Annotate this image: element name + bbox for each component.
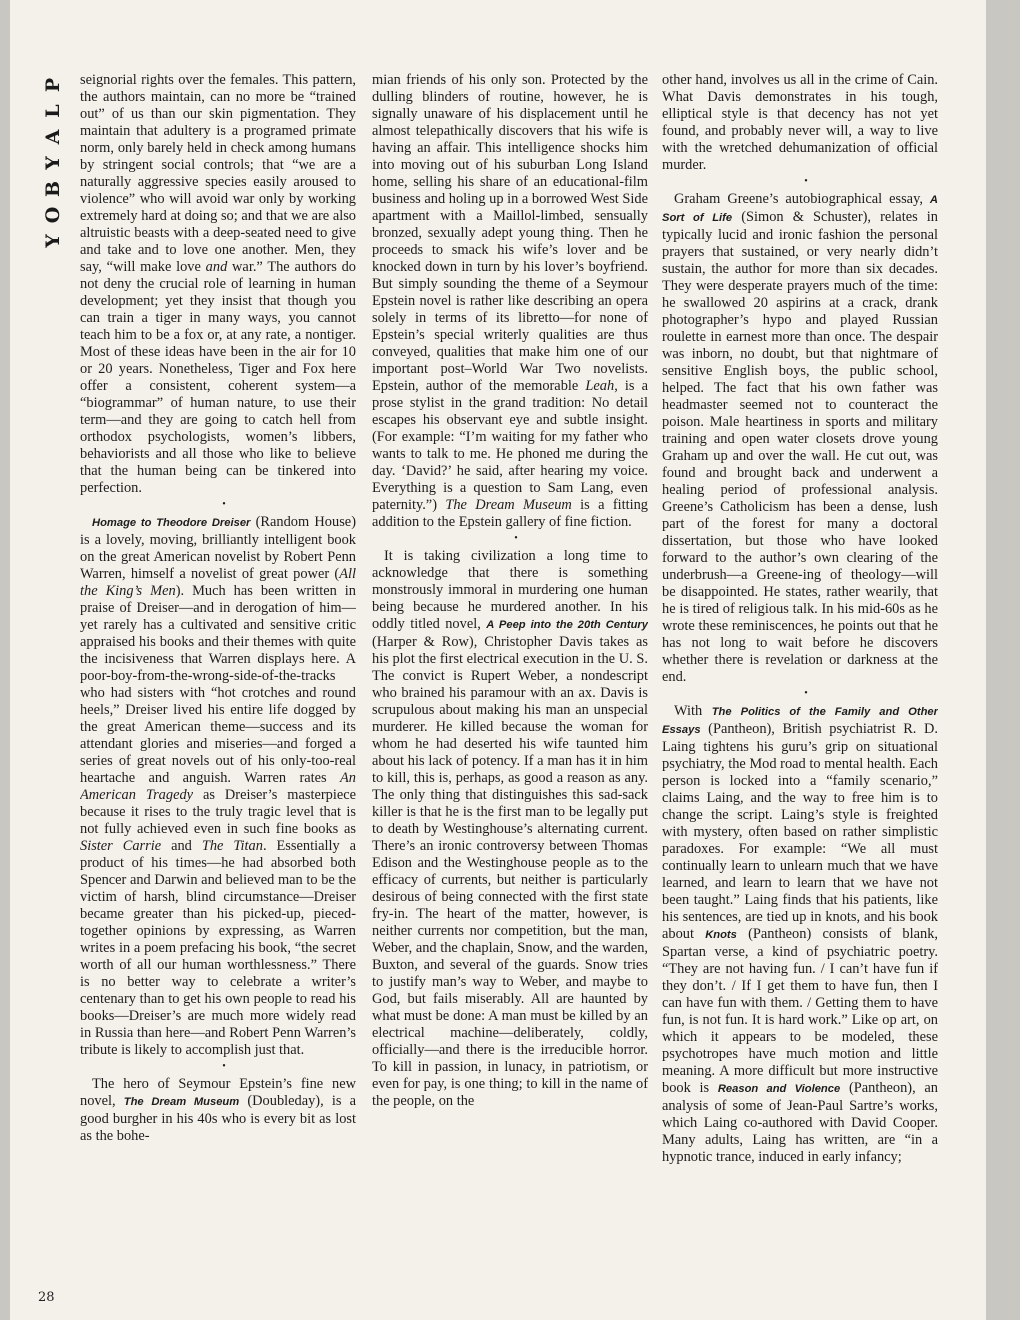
paragraph: seignorial rights over the females. This pattern, the authors maintain, can no more be “trained out” of us than our skin pigmentation. They maintain that adultery is a programed primate norm, only barely held in check among humans by stringent social controls; that “we are a naturally aggressive species easily aroused to violence” who will avoid war only by working extremely hard at doing so; and that we are also altruistic beasts with a deep-seated need to give and take and to love one another. Men, they say, “will make love and war.” The authors do not deny the crucial role of learning in human development; yet they insist that though you can train a tiger in many ways, you cannot teach him to be a fox or, at any rate, a nontiger. Most of these ideas have been in the air for 10 or 20 years. Nonetheless, Tiger and Fox here offer a consistent, coherent system—a “biogrammar” of human nature, to use their term—and they are going to catch hell from orthodox psychologists, women’s libbers, behaviorists and all those who like to believe that the human being can be tinkered into perfection. (80, 72, 356, 496)
masthead-letter: Y (42, 234, 64, 248)
masthead-letter: B (42, 180, 64, 198)
masthead-letter: L (42, 104, 64, 118)
paragraph: Homage to Theodore Dreiser (Random House) is a lovely, moving, brilliantly intelligent book on the great American novelist by Robert Penn Warren, himself a novelist of great power (All the King’s Men). Much has been written in praise of Dreiser—and in derogation of him—yet rarely has a cultivated and sensitive critic appraised his books and their themes with quite the incisiveness that Warren displays here. A poor-boy-from-the-wrong-side-of-the-tracks who had sisters with “hot crotches and round heels,” Dreiser lived his entire life dogged by the great American theme—success and its attendant glories and miseries—and forged a series of great novels out of his only-too-real heartache and anguish. Warren rates An American Tragedy as Dreiser’s masterpiece because it rises to the truly tragic level that is not fully achieved even in such fine books as Sister Carrie and The Titan. Essentially a product of his times—he had absorbed both Spencer and Darwin and believed man to be the victim of harsh, blind circumstance—Dreiser became greater than his picked-up, pieced-together opinions by expressing, as Warren writes in a poem prefacing his book, “the secret worth of all our human worthlessness.” There is no better way to celebrate a writer’s centenary than to get his own people to read his books—Dreiser’s are much more widely read in Russia than here—and Robert Penn Warren’s tribute is likely to accomplish just that. (80, 514, 356, 1058)
text-column-3 (662, 72, 938, 1292)
paragraph: mian friends of his only son. Protected by the dulling blinders of routine, however, he is signally unaware of his displacement until he almost telepathically discovers that his wife is having an affair. This intelligence shocks him into moving out of his suburban Long Island home, selling his share of an educational-film business and holing up in a borrowed West Side apartment with a Maillol-limbed, sensually bronzed, sexually adept young thing. Then he proceeds to smack his wife’s lover and be knocked down in turn by his lover’s boyfriend. But simply sounding the theme of a Seymour Epstein novel is rather like describing an opera solely in terms of its libretto—for none of Epstein’s special writerly qualities are thus conveyed, qualities that make him one of our important post–World War Two novelists. Epstein, author of the memorable Leah, is a prose stylist in the grand tradition: No detail escapes his observant eye and subtle insight. (For example: “I’m waiting for my father who wants to talk to me. He phoned me during the day. ‘David?’ he said, after hearing my voice. Everything is a question to Sam Lang, even paternity.”) The Dream Museum is a fitting addition to the Epstein gallery of fine fiction. (372, 72, 648, 530)
masthead-letter: A (42, 129, 64, 145)
masthead (40, 72, 66, 254)
book-title: The Politics of the Family and Other Essays (662, 706, 938, 736)
section-bullet (80, 497, 356, 514)
masthead-letter: P (42, 77, 64, 93)
paragraph: other hand, involves us all in the crime of Cain. What Davis demonstrates in his tough, elliptical style is that decency has not yet found, and probably never will, a way to live with the wretched dehumanization of official murder. (662, 72, 938, 173)
book-title: A Peep into the 20th Century (486, 619, 648, 631)
section-bullet (372, 531, 648, 548)
book-title: Knots (705, 929, 737, 941)
section-bullet (662, 686, 938, 703)
page-number: 28 (38, 1290, 55, 1305)
masthead-letter: Y (42, 156, 64, 170)
section-bullet (80, 1059, 356, 1076)
paragraph: With The Politics of the Family and Other Essays (Pantheon), British psychiatrist R. D. Laing tightens his guru’s grip on situational psychiatry, the Mod road to mental health. Each person is locked into a “family scenario,” claims Laing, and the way to free him is to change the script. Laing’s style is freighted with mystery, often based on rather simplistic paradoxes. For example: “We all must continually learn to unlearn much that we have learned, and learn to learn that we have not been taught.” Laing finds that his patients, like his sentences, are tied up in knots, and his book about Knots (Pantheon) consists of blank, Spartan verse, a kind of psychiatric poetry. “They are not having fun. / I can’t have fun if they don’t. / If I get them to have fun, then I can have fun with them. / Getting them to have fun, is not fun. It is hard work.” Like op art, on which it appears to be modeled, these psychotropes have much motion and little meaning. A more difficult but more instructive book is Reason and Violence (Pantheon), an analysis of some of Jean-Paul Sartre’s works, which Laing co-authored with David Cooper. Many adults, Laing has written, are “in a hypnotic trance, induced in early infancy; (662, 703, 938, 1165)
book-title: Reason and Violence (717, 1083, 841, 1095)
paragraph: Graham Greene’s autobiographical essay, A Sort of Life (Simon & Schuster), relates in typically lucid and ironic fashion the personal prayers that sustained, or very nearly didn’t sustain, the author for more than six decades. They were desperate prayers much of the time: he swallowed 20 aspirins at a crack, drank photographer’s hypo and played Russian roulette in earnest more than once. The despair was inborn, no doubt, but that nightmare of sensitive English boys, the public school, helped. The fact that his own father was headmaster seemed not to counteract the poison. Male heartiness in sports and military training and open water closets drove young Graham up and over the wall. He cut out, was found and brought back and underwent a healing period of professional analysis. Greene’s Catholicism has been a dense, lush part of the forest for many a doctoral dissertation, but those who have looked forward to the author’s own clearing of the underbrush—a Greene-ing of theology—will be disappointed. He states, rather wearily, that he is tired of religious talk. In his mid-60s as he wrote these reminiscences, he points out that he has not long to wait before he discovers whether there is revelation or darkness at the end. (662, 191, 938, 685)
book-title: Homage to Theodore Dreiser (92, 517, 251, 529)
paragraph: The hero of Seymour Epstein’s fine new novel, The Dream Museum (Doubleday), is a good burgher in his 40s who is every bit as lost as the bohe- (80, 1076, 356, 1144)
section-bullet (662, 174, 938, 191)
text-column-1 (80, 72, 356, 1292)
masthead-letter: O (42, 206, 64, 224)
book-title: The Dream Museum (123, 1096, 240, 1108)
magazine-page (10, 0, 986, 1320)
book-title: A Sort of Life (662, 194, 938, 224)
paragraph: It is taking civilization a long time to acknowledge that there is something monstrously immoral in murdering one human being because he murdered another. In his oddly titled novel, A Peep into the 20th Century (Harper & Row), Christopher Davis takes as his plot the first electrical execution in the U. S. The convict is Rupert Weber, a nondescript who brained his paramour with an ax. Davis is scrupulous about making his man an unspecial murderer. He killed because the woman for whom he had deserted his wife taunted him about his lack of potency. If a man has it in him to kill, this is, perhaps, as good a reason as any. The only thing that distinguishes this sad-sack killer is that he is the first man to be legally put to death by Westinghouse’s alternating current. There’s an ironic controversy between Thomas Edison and the Westinghouse people as to the efficacy of currents, but neither is particularly desirous of being connected with the first state fry-in. The heart of the matter, however, is neither currents nor competition, but the man, Weber, and the chaplain, Snow, and the warden, Buxton, and several of the guards. Snow tries to justify man’s way to Weber, and maybe to God, but fails miserably. All are haunted by what must be done: A man must be killed by an electrical machine—deliberately, coldly, officially—and there is the irreducible horror. To kill in passion, in lunacy, in patriotism, or even for pay, is one thing; to kill in the name of the people, on the (372, 548, 648, 1109)
text-column-2 (372, 72, 648, 1292)
